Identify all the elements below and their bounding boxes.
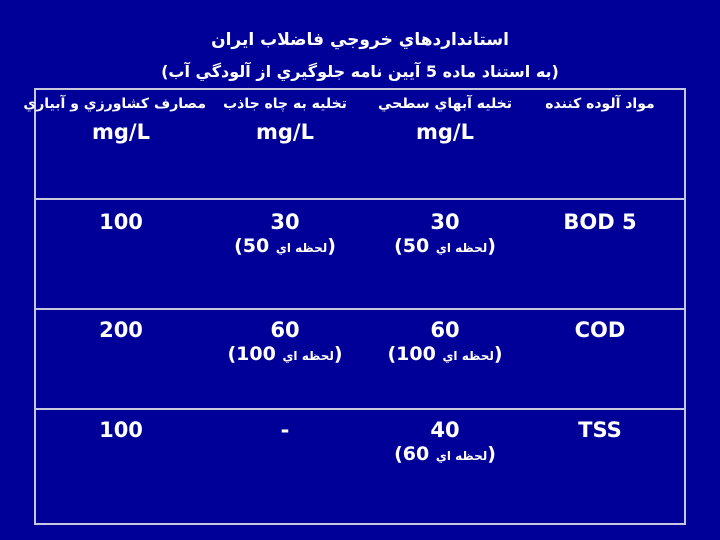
note-bod-surface: (لحظه اي 50) <box>394 235 496 257</box>
note-value: 50 <box>242 235 270 257</box>
cell-tss-well: - <box>280 418 290 442</box>
unit-surface: mg/L <box>416 120 474 144</box>
cell-cod-name: COD <box>574 318 626 342</box>
cell-bod-surface: 30 <box>430 210 460 234</box>
note-label: لحظه اي <box>435 449 488 463</box>
row-divider <box>36 198 684 200</box>
cell-bod-name: BOD 5 <box>563 210 637 234</box>
header-pollutant: مواد آلوده كننده <box>545 96 655 112</box>
cell-tss-name: TSS <box>578 418 622 442</box>
page-subtitle: (به استناد ماده 5 آيين نامه جلوگيري از آلودگي آب) <box>161 62 559 81</box>
header-surface-discharge: تخليه آبهاي سطحي <box>377 96 513 112</box>
header-agriculture: مصارف كشاورزي و آبياري <box>23 96 206 112</box>
row-divider <box>36 408 684 410</box>
note-label: لحظه اي <box>275 241 328 255</box>
note-label: لحظه اي <box>435 241 488 255</box>
cell-cod-well: 60 <box>270 318 300 342</box>
note-tss-surface: (لحظه اي 60) <box>394 443 496 465</box>
header-well-discharge: تخليه به چاه جاذب <box>223 96 347 112</box>
page-title: استانداردهاي خروجي فاضلاب ايران <box>211 30 509 50</box>
note-bod-well: (لحظه اي 50) <box>234 235 336 257</box>
note-label: لحظه اي <box>282 349 334 363</box>
note-cod-well: (لحظه اي 100) <box>227 343 343 365</box>
cell-bod-agriculture: 100 <box>99 210 143 234</box>
cell-cod-surface: 60 <box>430 318 460 342</box>
note-label: لحظه اي <box>442 349 494 363</box>
note-value: 60 <box>402 443 430 465</box>
note-value: 100 <box>396 343 436 365</box>
note-value: 50 <box>402 235 430 257</box>
cell-cod-agriculture: 200 <box>99 318 143 342</box>
cell-bod-well: 30 <box>270 210 300 234</box>
unit-agriculture: mg/L <box>92 120 150 144</box>
row-divider <box>36 308 684 310</box>
unit-well: mg/L <box>256 120 314 144</box>
note-value: 100 <box>236 343 276 365</box>
cell-tss-surface: 40 <box>430 418 460 442</box>
note-cod-surface: (لحظه اي 100) <box>387 343 503 365</box>
cell-tss-agriculture: 100 <box>99 418 143 442</box>
